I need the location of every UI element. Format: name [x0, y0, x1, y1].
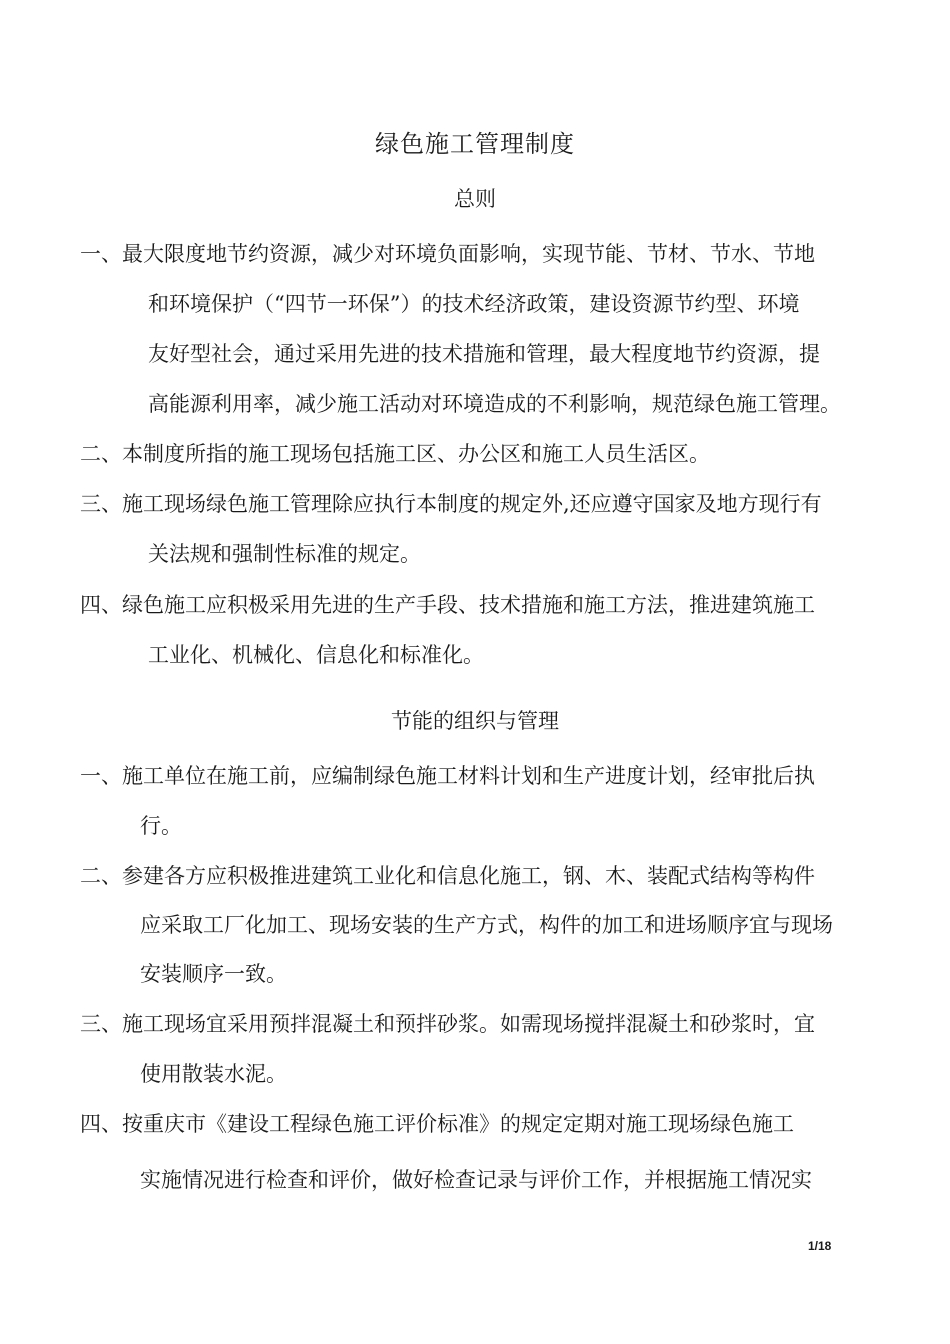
document-title: 绿色施工管理制度 — [375, 130, 575, 158]
clause-line: 高能源利用率，减少施工活动对环境造成的不利影响，规范绿色施工管理。 — [148, 392, 841, 416]
clause-line: 工业化、机械化、信息化和标准化。 — [148, 643, 484, 667]
clause-line: 关法规和强制性标准的规定。 — [148, 542, 421, 566]
clause-line: 二、参建各方应积极推进建筑工业化和信息化施工，钢、木、装配式结构等构件 — [80, 864, 815, 888]
clause-line: 应采取工厂化加工、现场安装的生产方式，构件的加工和进场顺序宜与现场 — [140, 913, 833, 937]
clause-line: 三、施工现场绿色施工管理除应执行本制度的规定外,还应遵守国家及地方现行有 — [80, 492, 822, 516]
clause-line: 和环境保护（“四节一环保”）的技术经济政策，建设资源节约型、环境 — [148, 292, 800, 316]
clause-line: 二、本制度所指的施工现场包括施工区、办公区和施工人员生活区。 — [80, 442, 710, 466]
section-heading-energy: 节能的组织与管理 — [391, 709, 559, 733]
page-number: 1/18 — [808, 1239, 832, 1253]
clause-line: 四、绿色施工应积极采用先进的生产手段、技术措施和施工方法，推进建筑施工 — [80, 593, 815, 617]
clause-line: 安装顺序一致。 — [140, 962, 287, 986]
clause-line: 行。 — [140, 814, 182, 838]
clause-line: 四、按重庆市《建设工程绿色施工评价标准》的规定定期对施工现场绿色施工 — [80, 1112, 794, 1136]
clause-line: 使用散装水泥。 — [140, 1062, 287, 1086]
clause-line: 一、最大限度地节约资源，减少对环境负面影响，实现节能、节材、节水、节地 — [80, 242, 815, 266]
clause-line: 实施情况进行检查和评价，做好检查记录与评价工作，并根据施工情况实 — [140, 1168, 812, 1192]
clause-line: 三、施工现场宜采用预拌混凝土和预拌砂浆。如需现场搅拌混凝土和砂浆时，宜 — [80, 1012, 815, 1036]
section-heading-general: 总则 — [454, 187, 496, 211]
clause-line: 友好型社会，通过采用先进的技术措施和管理，最大程度地节约资源，提 — [148, 342, 820, 366]
clause-line: 一、施工单位在施工前，应编制绿色施工材料计划和生产进度计划，经审批后执 — [80, 764, 815, 788]
